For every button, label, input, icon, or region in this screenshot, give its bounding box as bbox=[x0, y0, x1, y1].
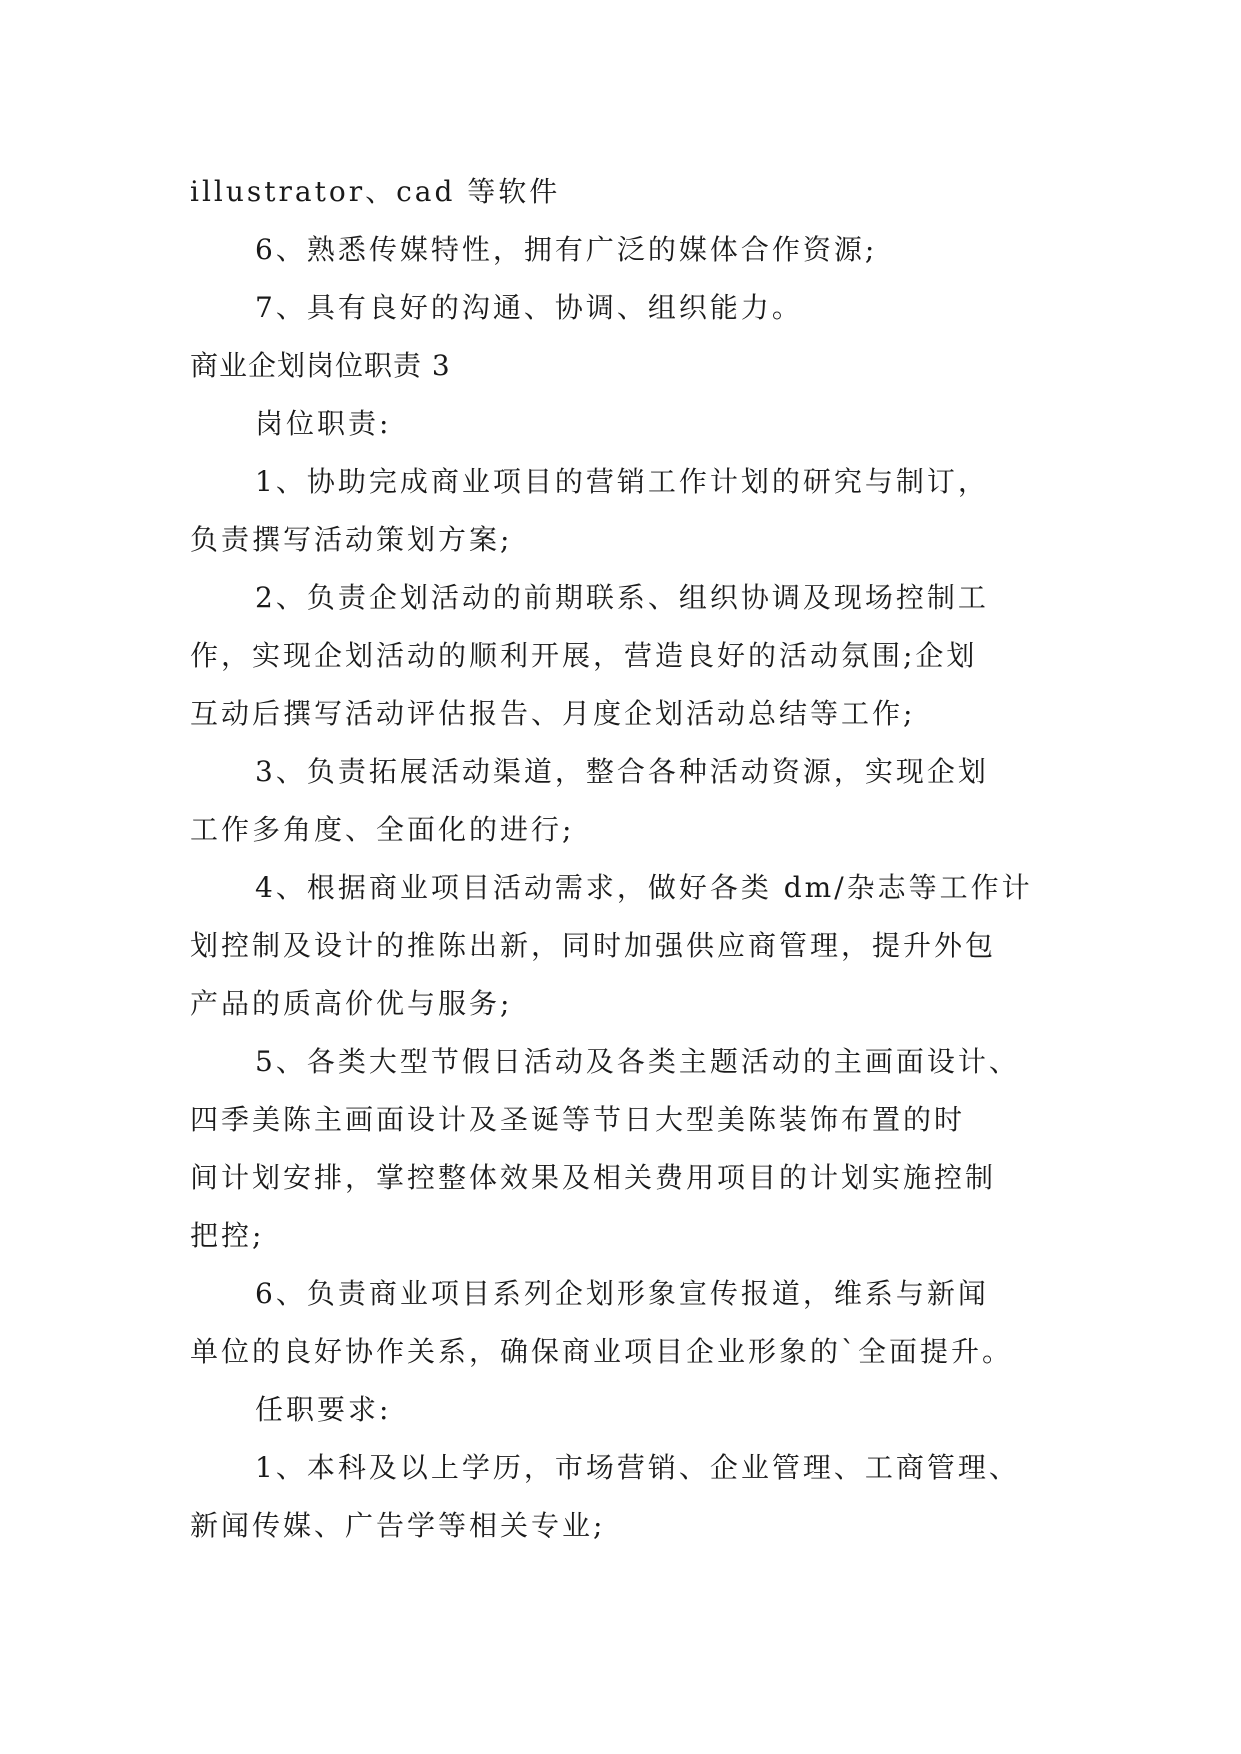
text-line: 产品的质高价优与服务; bbox=[190, 987, 513, 1020]
list-item: 2、负责企划活动的前期联系、组织协调及现场控制工 bbox=[255, 581, 989, 614]
text-line: 互动后撰写活动评估报告、月度企划活动总结等工作; bbox=[190, 697, 916, 730]
list-item: 1、本科及以上学历，市场营销、企业管理、工商管理、 bbox=[255, 1451, 1020, 1484]
text-line: 四季美陈主画面设计及圣诞等节日大型美陈装饰布置的时 bbox=[190, 1103, 966, 1136]
list-item: 7、具有良好的沟通、协调、组织能力。 bbox=[255, 291, 803, 324]
text-line: 划控制及设计的推陈出新，同时加强供应商管理，提升外包 bbox=[190, 929, 997, 962]
list-item: 1、协助完成商业项目的营销工作计划的研究与制订， bbox=[255, 465, 989, 498]
section-heading: 商业企划岗位职责 3 bbox=[190, 349, 451, 382]
list-item: 4、根据商业项目活动需求，做好各类 dm/杂志等工作计 bbox=[255, 871, 1033, 904]
text-line: 作，实现企划活动的顺利开展，营造良好的活动氛围;企划 bbox=[190, 639, 978, 672]
text-line: 把控; bbox=[190, 1219, 265, 1252]
subsection-label: 任职要求: bbox=[255, 1393, 392, 1426]
subsection-label: 岗位职责: bbox=[255, 407, 392, 440]
list-item: 5、各类大型节假日活动及各类主题活动的主画面设计、 bbox=[255, 1045, 1020, 1078]
text-line: 新闻传媒、广告学等相关专业; bbox=[190, 1509, 606, 1542]
list-item: 6、熟悉传媒特性，拥有广泛的媒体合作资源; bbox=[255, 233, 878, 266]
text-line: illustrator、cad 等软件 bbox=[190, 175, 561, 208]
text-line: 负责撰写活动策划方案; bbox=[190, 523, 513, 556]
list-item: 6、负责商业项目系列企划形象宣传报道，维系与新闻 bbox=[255, 1277, 989, 1310]
text-line: 工作多角度、全面化的进行; bbox=[190, 813, 575, 846]
text-line: 间计划安排，掌控整体效果及相关费用项目的计划实施控制 bbox=[190, 1161, 997, 1194]
text-line: 单位的良好协作关系，确保商业项目企业形象的`全面提升。 bbox=[190, 1335, 1014, 1368]
document-body bbox=[190, 163, 1070, 1555]
list-item: 3、负责拓展活动渠道，整合各种活动资源，实现企划 bbox=[255, 755, 989, 788]
